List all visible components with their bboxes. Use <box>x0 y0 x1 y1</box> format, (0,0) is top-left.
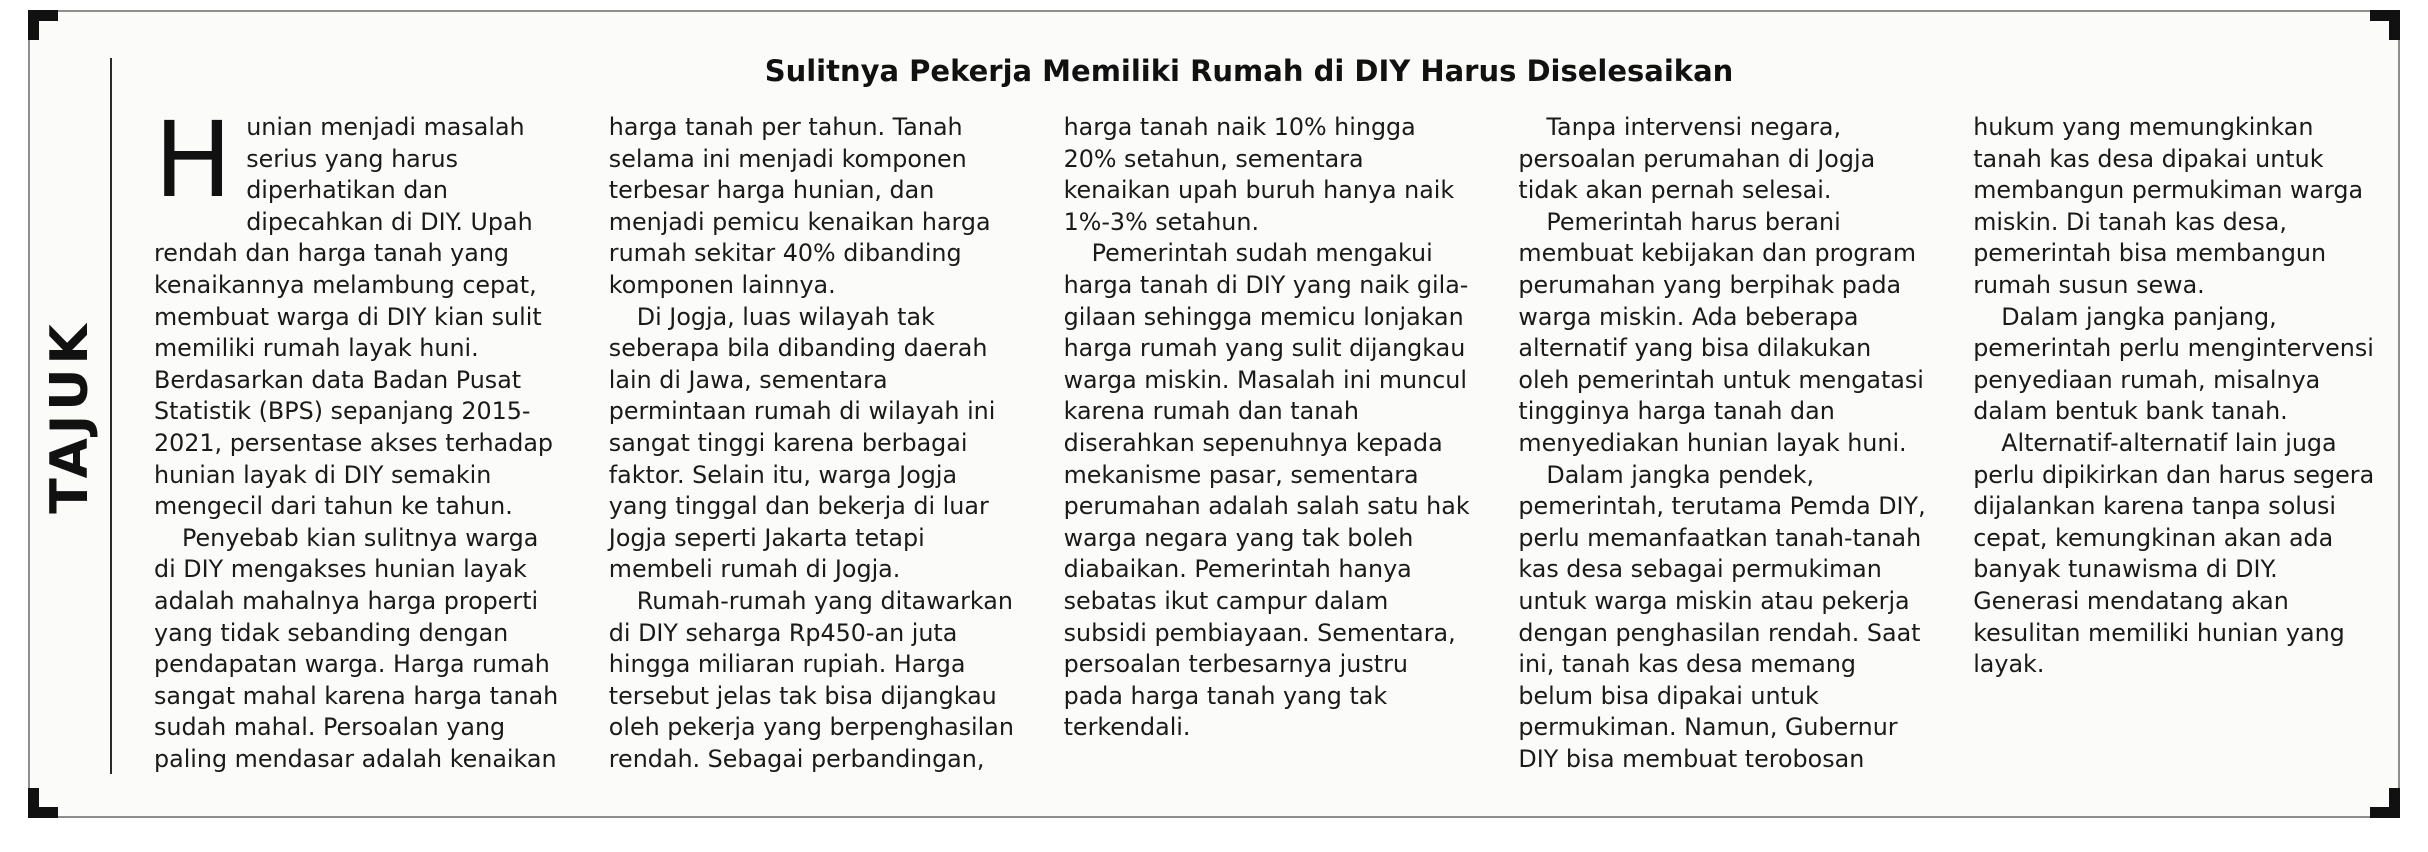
vertical-divider <box>110 58 112 774</box>
body-paragraph-1 <box>154 99 565 523</box>
body-paragraph-3: Di Jogja, luas wilayah tak seberapa bila dibanding daerah lain di Jawa, sementara permintaan rumah di wilayah ini sangat tinggi karena berbagai faktor. Selain itu, warga Jogja yang tinggal dan bekerja di luar Jogja seperti Jakarta tetapi membeli rumah di Jogja. <box>608 302 996 584</box>
body-paragraph-9: Dalam jangka panjang, pemerintah perlu mengintervensi penyediaan rumah, misalnya dalam bentuk bank tanah. <box>1973 302 2374 426</box>
body-paragraph-2: Penyebab kian sulitnya warga di DIY mengakses hunian layak adalah mahalnya harga properti yang tidak sebanding dengan pendapatan warga. Harga rumah sangat mahal karena harga tanah sudah mahal. Persoalan yang paling mendasar adalah kenaikan harga tanah per tahun. Tanah selama ini menjadi komponen terbesar harga hunian, dan menjadi pemicu kenaikan harga rumah sekitar 40% dibanding komponen lainnya. <box>154 113 991 773</box>
body-paragraph-6: Tanpa intervensi negara, persoalan perumahan di Jogja tidak akan pernah selesai. <box>1518 113 1876 205</box>
article-headline: Sulitnya Pekerja Memiliki Rumah di DIY Harus Diselesaikan <box>764 54 1734 88</box>
body-paragraph-5: Pemerintah sudah mengakui harga tanah di DIY yang naik gila-gilaan sehingga memicu lonjakan harga rumah yang sulit dijangkau warga miskin. Masalah ini muncul karena rumah dan tanah diserahkan sepenuhnya kepada mekanisme pasar, sementara perumahan adalah salah satu hak warga negara yang tak boleh diabaikan. Pemerintah hanya sebatas ikut campur dalam subsidi pembiayaan. Sementara, persoalan terbesarnya justru pada harga tanah yang tak terkendali. <box>1063 239 1470 742</box>
article-body <box>154 99 2384 802</box>
body-paragraph-4: Rumah-rumah yang ditawarkan di DIY seharga Rp450-an juta hingga miliaran rupiah. Harga tersebut jelas tak bisa dijangkau oleh pekerja yang berpenghasilan rendah. Sebagai perbandingan, harga tanah naik 10% hingga 20% setahun, sementara kenaikan upah buruh hanya naik 1%-3% setahun. <box>608 113 1455 773</box>
section-rubric-label: TAJUK <box>40 320 101 514</box>
body-paragraph-8: Dalam jangka pendek, pemerintah, terutama Pemda DIY, perlu memanfaatkan tanah-tanah kas desa sebagai permukiman untuk warga miskin atau pekerja dengan penghasilan rendah. Saat ini, tanah kas desa memang belum bisa dipakai untuk permukiman. Namun, Gubernur DIY bisa membuat terobosan hukum yang memungkinkan tanah kas desa dipakai untuk membangun permukiman warga miskin. Di tanah kas desa, pemerintah bisa membangun rumah susun sewa. <box>1518 113 2364 773</box>
body-paragraph-10: Alternatif-alternatif lain juga perlu dipikirkan dan harus segera dijalankan karena tanpa solusi cepat, kemungkinan akan ada banyak tunawisma di DIY. Generasi mendatang akan kesulitan memiliki hunian yang layak. <box>1973 428 2375 679</box>
body-paragraph-1-text: unian menjadi masalah serius yang harus diperhatikan dan dipecahkan di DIY. Upah rendah dan harga tanah yang kenaikannya melambung cepat, membuat warga di DIY kian sulit memiliki rumah layak huni. Berdasarkan data Badan Pusat Statistik (BPS) sepanjang 2015-2021, persentase akses terhadap hunian layak di DIY semakin mengecil dari tahun ke tahun. <box>154 113 554 521</box>
corner-mark-top-left <box>28 10 58 40</box>
section-rubric <box>40 252 101 582</box>
body-paragraph-7: Pemerintah harus berani membuat kebijakan dan program perumahan yang berpihak pada warga miskin. Ada beberapa alternatif yang bisa dilakukan oleh pemerintah untuk mengatasi tingginya harga tanah dan menyediakan hunian layak huni. <box>1518 207 1924 457</box>
corner-mark-top-right <box>2370 10 2400 40</box>
drop-cap: H <box>154 99 233 221</box>
editorial-clipping <box>28 10 2400 818</box>
corner-mark-bottom-left <box>28 788 58 818</box>
